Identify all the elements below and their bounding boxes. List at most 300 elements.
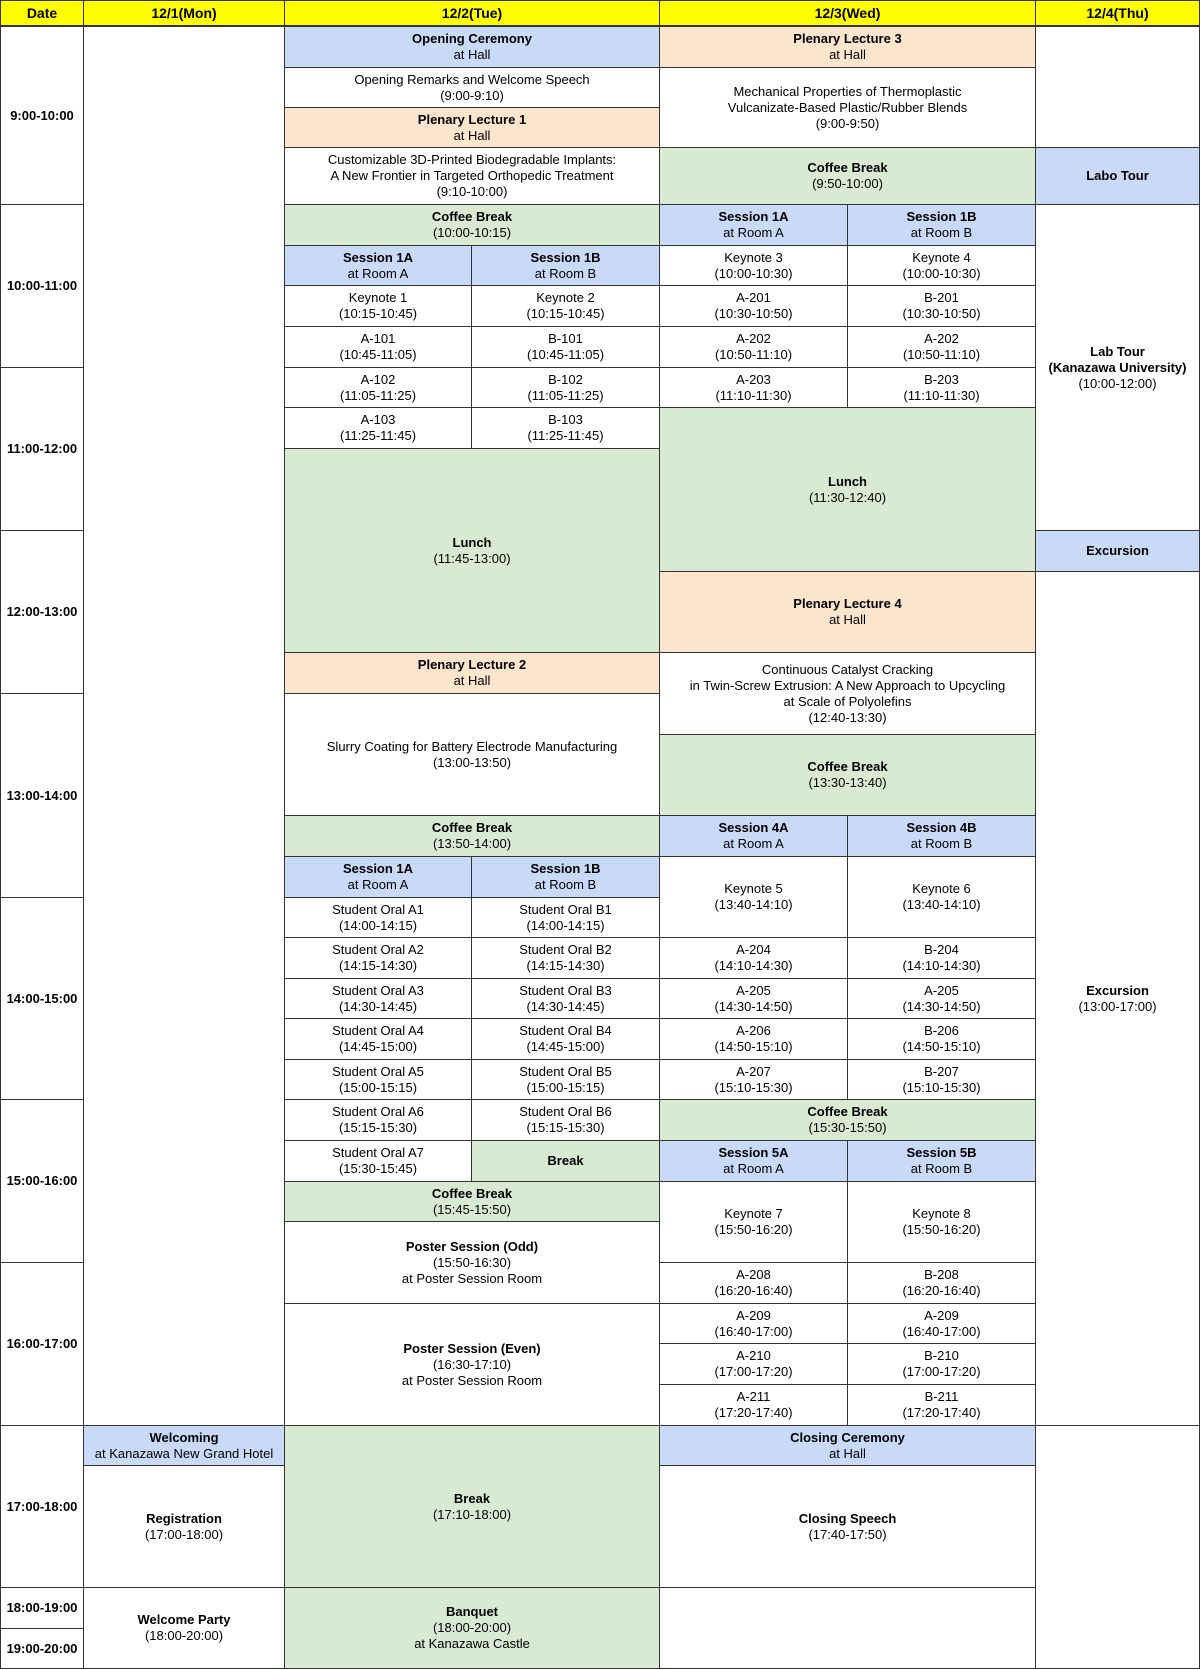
day3-session-5b-line: at Room B xyxy=(910,1161,973,1176)
day1-welcoming-line: Welcoming xyxy=(149,1429,219,1445)
day2-coffee-break-2-line: (13:50-14:00) xyxy=(432,836,512,851)
day2-b-103 xyxy=(471,407,660,449)
day3-session-4b-line: Session 4B xyxy=(906,820,977,835)
day2-session-1b-line: Session 1B xyxy=(530,249,601,265)
day2-a-103-line: A-103 xyxy=(360,412,396,427)
day2-student-a3-line: Student Oral A3 xyxy=(332,982,424,998)
day2-student-b5 xyxy=(471,1059,660,1100)
day3-a-205b-line: (14:30-14:50) xyxy=(902,998,981,1014)
day3-closing-ceremony-line: at Hall xyxy=(829,1445,866,1461)
day4-lab-tour-line: (Kanazawa University) xyxy=(1048,359,1187,375)
day2-plenary-2 xyxy=(284,652,660,694)
day2-opening-ceremony xyxy=(284,26,660,68)
day4-labo-tour-line: Labo Tour xyxy=(1086,168,1149,183)
day2-a-103 xyxy=(284,407,472,449)
day3-b-201 xyxy=(847,285,1036,327)
day2-student-b1-line: Student Oral B1 xyxy=(519,901,612,917)
day2-student-b2-line: (14:15-14:30) xyxy=(526,958,605,973)
day2-plenary-1-line: Plenary Lecture 1 xyxy=(417,111,527,127)
time-slot-label: 15:00-16:00 xyxy=(6,1173,78,1188)
day2-keynote-1-line: Keynote 1 xyxy=(348,290,408,305)
day2-keynote-1 xyxy=(284,285,472,327)
day3-keynote-8-line: (15:50-16:20) xyxy=(902,1222,981,1237)
day3-a-211-line: (17:20-17:40) xyxy=(714,1405,793,1420)
day3-b-210-line: B-210 xyxy=(924,1348,959,1363)
day3-session-5b xyxy=(847,1140,1036,1182)
day3-b-211-line: B-211 xyxy=(924,1389,959,1404)
day2-poster-even-line: at Poster Session Room xyxy=(401,1372,543,1388)
day4-lab-tour-line: (10:00-12:00) xyxy=(1078,375,1157,391)
day4-labo-tour xyxy=(1035,147,1200,205)
day3-session-1a xyxy=(659,204,848,246)
day3-a-203-line: A-203 xyxy=(736,371,771,387)
day2-session-1b-pm-line: Session 1B xyxy=(530,861,601,876)
day2-student-b1-line: (14:00-14:15) xyxy=(526,917,605,933)
time-slot-label: 12:00-13:00 xyxy=(6,604,78,619)
day3-a-211-line: A-211 xyxy=(736,1389,771,1404)
day3-a-205-line: A-205 xyxy=(736,982,771,998)
day2-session-1a xyxy=(284,245,472,286)
day3-keynote-7 xyxy=(659,1181,848,1263)
time-slot xyxy=(0,1262,84,1426)
day2-plenary-2-talk-line: Slurry Coating for Battery Electrode Manufacturing xyxy=(326,738,618,754)
day2-student-a6 xyxy=(284,1099,472,1141)
day3-a-209-line: (16:40-17:00) xyxy=(714,1323,793,1339)
day2-b-101 xyxy=(471,326,660,368)
day3-a-202b-line: (10:50-11:10) xyxy=(902,347,981,362)
day3-plenary-4-talk-line: (12:40-13:30) xyxy=(808,709,887,725)
day2-student-a2-line: Student Oral A2 xyxy=(332,942,424,957)
day3-a-208-line: A-208 xyxy=(736,1267,771,1282)
day3-a-209b xyxy=(847,1303,1036,1344)
day3-plenary-3-talk xyxy=(659,67,1036,148)
day4-lab-tour xyxy=(1035,204,1200,531)
day2-student-a5-line: (15:00-15:15) xyxy=(338,1079,418,1095)
day2-session-1b-pm-line: at Room B xyxy=(534,877,597,892)
day3-b-206 xyxy=(847,1018,1036,1060)
day3-lunch xyxy=(659,407,1036,572)
day3-plenary-3-talk-line: Vulcanizate-Based Plastic/Rubber Blends xyxy=(727,99,968,115)
day2-student-a7-line: (15:30-15:45) xyxy=(338,1161,418,1176)
day3-a-207 xyxy=(659,1059,848,1100)
day3-session-1b xyxy=(847,204,1036,246)
day2-a-101-line: (10:45-11:05) xyxy=(339,347,417,362)
time-slot xyxy=(0,26,84,205)
day2-student-b4 xyxy=(471,1018,660,1060)
day2-session-1a-line: Session 1A xyxy=(342,249,414,265)
day3-keynote-5 xyxy=(659,856,848,938)
day3-session-4a xyxy=(659,815,848,857)
day2-student-b2-line: Student Oral B2 xyxy=(519,942,612,957)
day3-session-4a-line: at Room A xyxy=(723,836,784,851)
day3-b-204-line: B-204 xyxy=(924,942,959,957)
time-slot xyxy=(0,204,84,368)
day3-a-205b-line: A-205 xyxy=(924,982,959,998)
day3-plenary-3-line: Plenary Lecture 3 xyxy=(793,31,902,46)
day3-a-201-line: (10:30-10:50) xyxy=(714,306,793,321)
day3-a-202 xyxy=(659,326,848,368)
day2-plenary-1-talk-line: (9:10-10:00) xyxy=(436,184,508,199)
day3-coffee-break-2 xyxy=(659,734,1036,816)
day3-a-202-line: (10:50-11:10) xyxy=(714,347,793,362)
day3-a-203-line: (11:10-11:30) xyxy=(715,387,792,403)
day3-plenary-4 xyxy=(659,571,1036,653)
day2-banquet-line: at Kanazawa Castle xyxy=(414,1636,530,1651)
day2-student-b5-line: Student Oral B5 xyxy=(519,1063,612,1079)
day2-session-1a-pm xyxy=(284,856,472,898)
day3-closing-ceremony xyxy=(659,1425,1036,1466)
day2-student-a1 xyxy=(284,897,472,938)
day3-plenary-4-talk-line: Continuous Catalyst Cracking xyxy=(761,661,934,677)
time-slot xyxy=(0,1099,84,1263)
day2-student-a3-line: (14:30-14:45) xyxy=(338,998,418,1014)
time-slot xyxy=(0,1628,84,1669)
time-slot xyxy=(0,367,84,531)
day2-student-a7-line: Student Oral A7 xyxy=(332,1145,424,1160)
day3-b-203-line: B-203 xyxy=(924,371,959,387)
header-day-4: 12/4(Thu) xyxy=(1035,0,1200,26)
day4-excursion xyxy=(1035,571,1200,1426)
day2-keynote-1-line: (10:15-10:45) xyxy=(338,306,418,321)
day3-closing-ceremony-line: Closing Ceremony xyxy=(790,1429,905,1445)
day2-plenary-2-talk-line: (13:00-13:50) xyxy=(432,754,512,770)
day3-session-1b-line: at Room B xyxy=(910,225,973,240)
day1-welcome-party xyxy=(83,1587,285,1669)
day3-a-207-line: (15:10-15:30) xyxy=(714,1079,793,1095)
day3-a-201-line: A-201 xyxy=(736,290,771,305)
day3-session-5a-line: Session 5A xyxy=(718,1145,789,1160)
day2-student-b6-line: (15:15-15:30) xyxy=(526,1120,605,1135)
day2-student-b6 xyxy=(471,1099,660,1141)
day3-coffee-break-3 xyxy=(659,1099,1036,1141)
day3-a-210 xyxy=(659,1343,848,1385)
day3-plenary-3 xyxy=(659,26,1036,68)
day2-student-a1-line: Student Oral A1 xyxy=(332,901,424,917)
day2-coffee-break-1 xyxy=(284,204,660,246)
day3-session-5a xyxy=(659,1140,848,1182)
day3-coffee-break-3-line: (15:30-15:50) xyxy=(808,1120,887,1135)
day2-student-a6-line: Student Oral A6 xyxy=(332,1104,424,1119)
day2-opening-ceremony-line: at Hall xyxy=(453,47,491,62)
day2-lunch-line: (11:45-13:00) xyxy=(433,550,511,566)
day2-student-b1 xyxy=(471,897,660,938)
day3-keynote-4-line: (10:00-10:30) xyxy=(902,265,981,281)
day3-session-4a-line: Session 4A xyxy=(718,820,789,835)
day3-a-202-line: A-202 xyxy=(736,331,771,346)
day4-lab-tour-line: Lab Tour xyxy=(1090,343,1145,359)
day2-plenary-1-talk xyxy=(284,147,660,205)
day3-closing-speech xyxy=(659,1465,1036,1588)
day2-keynote-2 xyxy=(471,285,660,327)
day2-session-1b xyxy=(471,245,660,286)
day2-break-line: Break xyxy=(453,1490,491,1506)
day3-plenary-4-talk-line: in Twin-Screw Extrusion: A New Approach to Upcycling xyxy=(689,677,1006,693)
day3-b-207-line: (15:10-15:30) xyxy=(902,1079,981,1095)
day4-excursion-label-line: Excursion xyxy=(1086,543,1149,558)
day3-keynote-6 xyxy=(847,856,1036,938)
day2-student-b4-line: (14:45-15:00) xyxy=(526,1039,605,1054)
day3-coffee-break-2-line: (13:30-13:40) xyxy=(808,775,887,790)
day2-plenary-2-line: Plenary Lecture 2 xyxy=(417,657,527,672)
day3-a-207-line: A-207 xyxy=(736,1063,771,1079)
day2-poster-odd-line: Poster Session (Odd) xyxy=(405,1238,539,1254)
day3-b-207-line: B-207 xyxy=(924,1063,959,1079)
day3-keynote-5-line: (13:40-14:10) xyxy=(714,897,793,912)
day2-poster-even xyxy=(284,1303,660,1426)
day3-a-201 xyxy=(659,285,848,327)
day2-lunch-line: Lunch xyxy=(452,534,492,550)
day3-b-204-line: (14:10-14:30) xyxy=(902,958,981,973)
time-slot-label: 10:00-11:00 xyxy=(6,278,78,293)
day3-session-4b xyxy=(847,815,1036,857)
time-slot xyxy=(0,530,84,694)
day2-break-b xyxy=(471,1140,660,1182)
day3-a-206 xyxy=(659,1018,848,1060)
day3-coffee-break-1-line: (9:50-10:00) xyxy=(812,176,883,191)
day2-plenary-2-talk xyxy=(284,693,660,816)
day3-keynote-3-line: (10:00-10:30) xyxy=(714,265,793,281)
day2-keynote-2-line: (10:15-10:45) xyxy=(526,306,605,321)
day2-student-a5 xyxy=(284,1059,472,1100)
day3-coffee-break-1 xyxy=(659,147,1036,205)
time-slot xyxy=(0,1425,84,1588)
header-day-3: 12/3(Wed) xyxy=(659,0,1036,26)
day2-plenary-2-line: at Hall xyxy=(453,673,491,688)
day3-plenary-3-talk-line: (9:00-9:50) xyxy=(815,115,880,131)
day3-closing-speech-line: Closing Speech xyxy=(798,1510,897,1526)
day1-welcoming-line: at Kanazawa New Grand Hotel xyxy=(94,1445,274,1461)
time-slot-label: 13:00-14:00 xyxy=(6,787,78,803)
day3-coffee-break-1-line: Coffee Break xyxy=(807,160,888,175)
day2-student-b3 xyxy=(471,978,660,1019)
day2-student-a3 xyxy=(284,978,472,1019)
day3-keynote-3 xyxy=(659,245,848,286)
day2-poster-odd-line: at Poster Session Room xyxy=(401,1270,543,1286)
header-day-2: 12/2(Tue) xyxy=(284,0,660,26)
day2-coffee-break-3-line: (15:45-15:50) xyxy=(432,1201,512,1217)
day2-banquet xyxy=(284,1587,660,1669)
time-slot xyxy=(0,1587,84,1629)
day3-a-209-line: A-209 xyxy=(736,1307,771,1323)
day2-banquet-line: (18:00-20:00) xyxy=(432,1620,512,1635)
day3-session-4b-line: at Room B xyxy=(910,836,973,851)
day2-a-102 xyxy=(284,367,472,408)
day3-a-209b-line: (16:40-17:00) xyxy=(902,1323,981,1339)
day2-student-a5-line: Student Oral A5 xyxy=(332,1063,424,1079)
day2-break xyxy=(284,1425,660,1588)
day3-a-204-line: (14:10-14:30) xyxy=(714,958,793,973)
day2-session-1a-pm-line: Session 1A xyxy=(342,861,414,876)
time-slot-label: 18:00-19:00 xyxy=(6,1600,78,1615)
day3-closing-speech-line: (17:40-17:50) xyxy=(808,1526,887,1542)
day3-keynote-7-line: (15:50-16:20) xyxy=(714,1222,793,1237)
day3-b-210 xyxy=(847,1343,1036,1385)
day3-b-208-line: B-208 xyxy=(924,1267,959,1282)
day2-a-103-line: (11:25-11:45) xyxy=(339,428,417,443)
day3-b-208-line: (16:20-16:40) xyxy=(902,1283,981,1298)
time-slot xyxy=(0,897,84,1100)
time-slot-label: 11:00-12:00 xyxy=(6,441,78,456)
day1-registration-line: (17:00-18:00) xyxy=(144,1526,224,1542)
day3-b-203-line: (11:10-11:30) xyxy=(903,387,980,403)
day3-a-205-line: (14:30-14:50) xyxy=(714,998,793,1014)
day3-a-206-line: A-206 xyxy=(736,1023,771,1038)
day3-b-211-line: (17:20-17:40) xyxy=(902,1405,981,1420)
day2-session-1b-line: at Room B xyxy=(534,265,597,281)
time-slot-label: 19:00-20:00 xyxy=(6,1640,78,1656)
day1-welcoming xyxy=(83,1425,285,1466)
day2-student-b6-line: Student Oral B6 xyxy=(519,1104,612,1119)
day3-session-5b-line: Session 5B xyxy=(906,1145,977,1160)
day4-excursion-line: (13:00-17:00) xyxy=(1078,998,1157,1014)
day3-plenary-3-line: at Hall xyxy=(829,47,866,62)
day3-coffee-break-3-line: Coffee Break xyxy=(807,1104,888,1119)
day3-b-201-line: B-201 xyxy=(924,290,959,305)
day2-plenary-1 xyxy=(284,107,660,148)
day1-registration xyxy=(83,1465,285,1588)
day3-a-204-line: A-204 xyxy=(736,942,771,957)
day3-keynote-3-line: Keynote 3 xyxy=(724,249,783,265)
day3-plenary-4-line: Plenary Lecture 4 xyxy=(793,596,902,611)
day2-student-b2 xyxy=(471,937,660,979)
day2-coffee-break-3-line: Coffee Break xyxy=(431,1185,513,1201)
day2-coffee-break-3 xyxy=(284,1181,660,1222)
day2-opening-remarks xyxy=(284,67,660,108)
day3-evening-empty xyxy=(659,1587,1036,1669)
day2-b-103-line: (11:25-11:45) xyxy=(527,428,604,443)
day1-welcome-party-line: Welcome Party xyxy=(137,1612,231,1627)
day3-a-206-line: (14:50-15:10) xyxy=(714,1039,793,1054)
day3-keynote-4-line: Keynote 4 xyxy=(912,249,971,265)
day2-opening-ceremony-line: Opening Ceremony xyxy=(412,31,532,46)
day2-keynote-2-line: Keynote 2 xyxy=(536,290,595,305)
day1-registration-line: Registration xyxy=(146,1510,222,1526)
day2-b-102-line: B-102 xyxy=(548,371,583,387)
day3-b-207 xyxy=(847,1059,1036,1100)
day4-morning-empty xyxy=(1035,26,1200,148)
day2-b-101-line: B-101 xyxy=(548,331,583,346)
day2-session-1b-pm xyxy=(471,856,660,898)
header-date: Date xyxy=(0,0,84,26)
day3-keynote-4 xyxy=(847,245,1036,286)
day2-student-b5-line: (15:00-15:15) xyxy=(526,1079,605,1095)
day3-a-202b xyxy=(847,326,1036,368)
header-day-1: 12/1(Mon) xyxy=(83,0,285,26)
day3-plenary-4-line: at Hall xyxy=(829,612,866,627)
day3-b-208 xyxy=(847,1262,1036,1304)
day3-a-210-line: (17:00-17:20) xyxy=(714,1364,793,1379)
day3-lunch-line: Lunch xyxy=(828,473,867,489)
day2-a-101-line: A-101 xyxy=(360,331,396,346)
day2-plenary-1-line: at Hall xyxy=(453,127,491,143)
day3-lunch-line: (11:30-12:40) xyxy=(808,489,887,505)
day3-keynote-8 xyxy=(847,1181,1036,1263)
day2-coffee-break-1-line: Coffee Break xyxy=(431,209,513,224)
day2-coffee-break-1-line: (10:00-10:15) xyxy=(432,225,512,240)
day2-poster-odd xyxy=(284,1221,660,1304)
day2-student-a7 xyxy=(284,1140,472,1182)
day2-a-101 xyxy=(284,326,472,368)
day3-keynote-6-line: Keynote 6 xyxy=(912,881,971,896)
day3-b-211 xyxy=(847,1384,1036,1426)
day3-a-208-line: (16:20-16:40) xyxy=(714,1283,793,1298)
day2-b-102-line: (11:05-11:25) xyxy=(527,387,604,403)
day3-coffee-break-2-line: Coffee Break xyxy=(807,759,888,774)
time-slot-label: 17:00-18:00 xyxy=(6,1498,78,1514)
day1-welcome-party-line: (18:00-20:00) xyxy=(144,1628,224,1643)
day2-student-a6-line: (15:15-15:30) xyxy=(338,1120,418,1135)
day2-session-1a-line: at Room A xyxy=(347,265,409,281)
day2-b-103-line: B-103 xyxy=(548,412,583,427)
day3-b-206-line: B-206 xyxy=(924,1023,959,1038)
day2-poster-even-line: (16:30-17:10) xyxy=(432,1356,512,1372)
day3-a-204 xyxy=(659,937,848,979)
day3-keynote-8-line: Keynote 8 xyxy=(912,1206,971,1221)
day2-lunch xyxy=(284,448,660,653)
day2-b-101-line: (10:45-11:05) xyxy=(526,347,605,362)
day3-a-208 xyxy=(659,1262,848,1304)
time-slot xyxy=(0,693,84,898)
day2-student-a2-line: (14:15-14:30) xyxy=(338,958,418,973)
day2-coffee-break-2 xyxy=(284,815,660,857)
day3-keynote-6-line: (13:40-14:10) xyxy=(902,897,981,912)
day1-empty xyxy=(83,26,285,1426)
day2-session-1a-pm-line: at Room A xyxy=(347,877,409,892)
day4-excursion-line: Excursion xyxy=(1086,982,1149,998)
day3-session-1b-line: Session 1B xyxy=(906,209,977,224)
day3-b-203 xyxy=(847,367,1036,408)
day3-a-210-line: A-210 xyxy=(736,1348,771,1363)
day2-student-a4-line: Student Oral A4 xyxy=(332,1023,424,1038)
day3-a-205b xyxy=(847,978,1036,1019)
day3-plenary-4-talk xyxy=(659,652,1036,735)
day2-break-line: (17:10-18:00) xyxy=(432,1506,512,1522)
day2-student-a2 xyxy=(284,937,472,979)
day4-excursion-label xyxy=(1035,530,1200,572)
day3-a-205 xyxy=(659,978,848,1019)
day2-poster-even-line: Poster Session (Even) xyxy=(403,1340,541,1356)
day2-student-a4-line: (14:45-15:00) xyxy=(338,1039,418,1054)
day4-evening-empty xyxy=(1035,1425,1200,1669)
day3-keynote-7-line: Keynote 7 xyxy=(724,1206,783,1221)
day3-b-206-line: (14:50-15:10) xyxy=(902,1039,981,1054)
day3-a-203 xyxy=(659,367,848,408)
time-slot-label: 9:00-10:00 xyxy=(10,107,74,123)
day2-break-b-line: Break xyxy=(547,1153,584,1168)
day2-student-b4-line: Student Oral B4 xyxy=(519,1023,612,1038)
day3-a-209b-line: A-209 xyxy=(924,1307,959,1323)
day2-a-102-line: A-102 xyxy=(360,371,396,387)
day3-a-209 xyxy=(659,1303,848,1344)
day2-opening-remarks-line: (9:00-9:10) xyxy=(440,87,504,103)
day3-b-210-line: (17:00-17:20) xyxy=(902,1364,981,1379)
day3-b-201-line: (10:30-10:50) xyxy=(902,306,981,321)
day2-student-a1-line: (14:00-14:15) xyxy=(338,917,418,933)
day2-student-b3-line: Student Oral B3 xyxy=(519,982,612,998)
day3-plenary-3-talk-line: Mechanical Properties of Thermoplastic xyxy=(733,83,962,99)
day3-keynote-5-line: Keynote 5 xyxy=(724,881,783,896)
day3-b-204 xyxy=(847,937,1036,979)
day2-a-102-line: (11:05-11:25) xyxy=(339,387,417,403)
day3-session-1a-line: at Room A xyxy=(723,225,784,240)
day3-a-202b-line: A-202 xyxy=(924,331,959,346)
time-slot-label: 14:00-15:00 xyxy=(6,990,78,1006)
day3-plenary-4-talk-line: at Scale of Polyolefins xyxy=(783,693,912,709)
day2-poster-odd-line: (15:50-16:30) xyxy=(432,1254,512,1270)
time-slot-label: 16:00-17:00 xyxy=(6,1336,78,1351)
day3-session-5a-line: at Room A xyxy=(723,1161,784,1176)
day2-opening-remarks-line: Opening Remarks and Welcome Speech xyxy=(354,71,590,87)
